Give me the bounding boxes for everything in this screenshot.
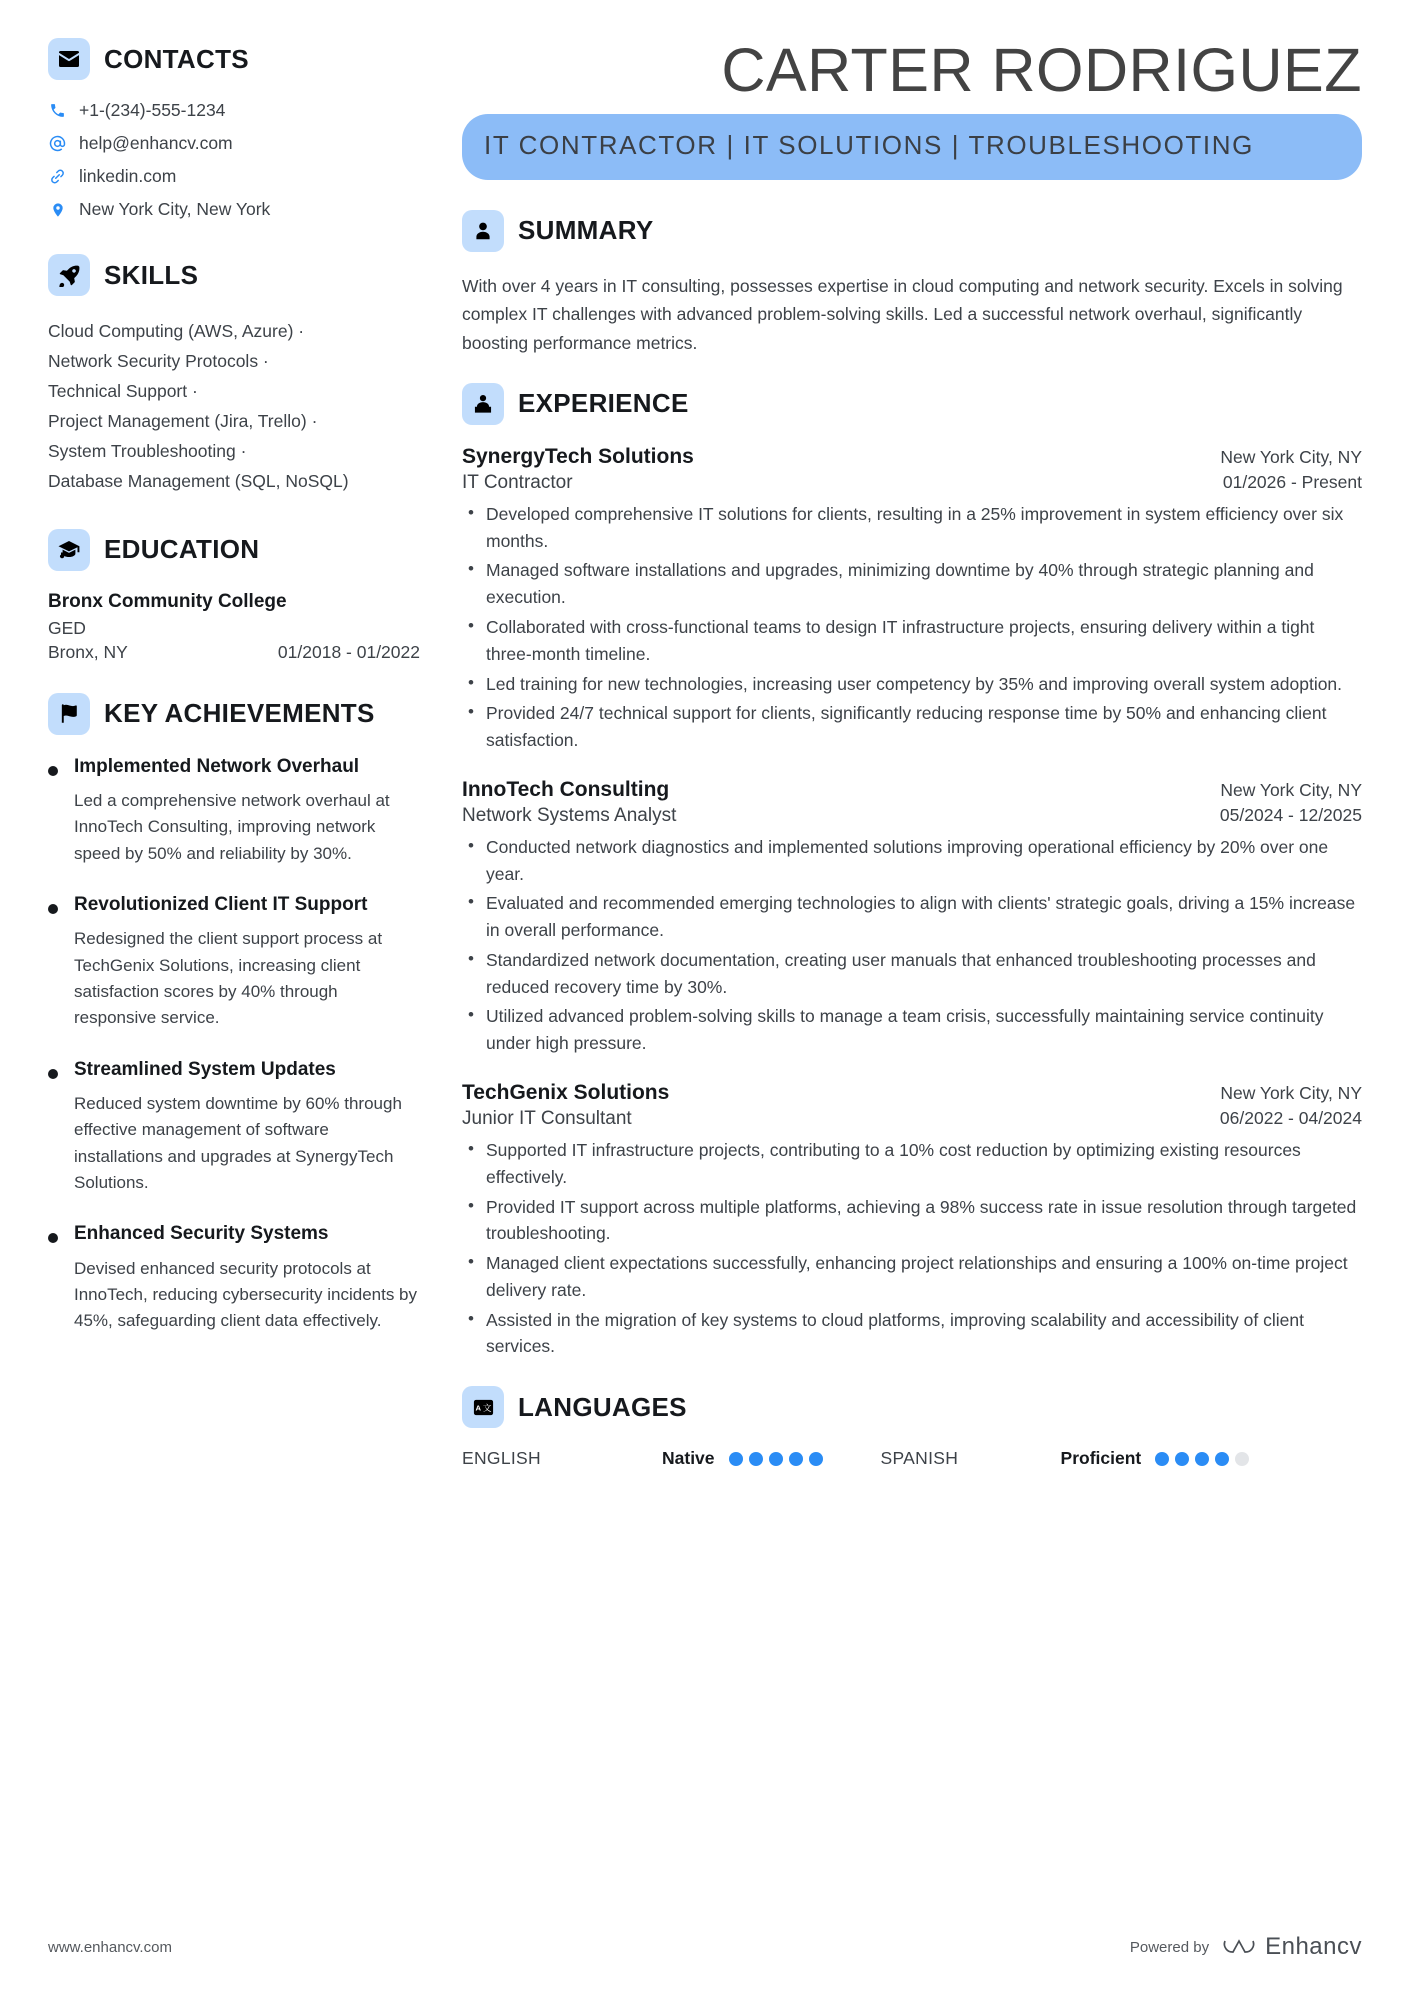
enhancv-logo [1222,1933,1362,1961]
languages-heading: LANGUAGES [518,1391,687,1422]
achievement-item [48,755,420,867]
experience-bullet: • Evaluated and recommended emerging technologies to align with clients' strategic goals, driving a 15% increase in overall performance. [462,890,1362,944]
achievement-item [48,1058,420,1197]
experience-bullet: • Provided IT support across multiple platforms, achieving a 98% success rate in issue resolution through targeted troubleshooting. [462,1194,1362,1248]
achievement-title: Implemented Network Overhaul [74,755,360,777]
language-name: ENGLISH [462,1448,541,1469]
experience-company: TechGenix Solutions [462,1080,670,1104]
experience-entry [462,1081,1362,1360]
language-rating-dots [1155,1452,1249,1466]
experience-dates: 01/2026 - Present [1222,471,1362,492]
achievement-description: Redesigned the client support process at TechGenix Solutions, increasing client satisfaction scores by 40% through responsive service. [74,929,383,1028]
education-degree: GED [48,617,86,638]
contact-linkedin-value: linkedin.com [79,166,177,186]
languages-section [462,1386,1362,1469]
main-column [448,38,1362,1995]
language-level: Proficient [1060,1448,1142,1469]
translate-icon [462,1386,504,1428]
achievement-description: Devised enhanced security protocols at InnoTech, reducing cybersecurity incidents by 45%, safeguarding client data effectively. [74,1258,418,1331]
contact-location-value: New York City, New York [79,199,271,219]
rating-dot [1155,1452,1169,1466]
experience-entry [462,778,1362,1057]
experience-entry [462,445,1362,754]
rocket-icon [48,254,90,296]
experience-role: Network Systems Analyst [462,804,677,826]
footer [48,1933,1362,1961]
experience-bullet: • Led training for new technologies, increasing user competency by 35% and improving overall system adoption. [462,671,1362,698]
skill-item: Database Management (SQL, NoSQL) [48,471,349,492]
flag-icon [48,693,90,735]
link-icon [48,168,67,185]
experience-location: New York City, NY [1220,446,1362,467]
language-name: SPANISH [880,1448,959,1469]
rating-dot [1215,1452,1229,1466]
experience-dates: 06/2022 - 04/2024 [1219,1107,1362,1128]
experience-bullet: • Managed software installations and upgrades, minimizing downtime by 40% through strategic planning and execution. [462,557,1362,611]
experience-bullet: • Standardized network documentation, creating user manuals that enhanced troubleshooting processes and reduced recovery time by 30%. [462,947,1362,1001]
skill-item: Cloud Computing (AWS, Azure) · [48,321,305,341]
rating-dot [749,1452,763,1466]
svg-text:文: 文 [482,1402,491,1413]
contacts-list [48,100,420,220]
skills-section-header [48,254,420,296]
experience-entry-top [462,445,1362,469]
skill-item: System Troubleshooting · [48,441,247,462]
briefcase-person-icon [462,383,504,425]
person-icon [462,210,504,252]
experience-bullet: • Managed client expectations successfully, enhancing project relationships and ensuring a 100% on-time project delivery rate. [462,1250,1362,1304]
footer-powered-label: Powered by [1129,1938,1210,1956]
experience-role: IT Contractor [462,471,573,493]
education-location: Bronx, NY [48,641,128,662]
achievement-item [48,893,420,1032]
experience-entry-sub [462,805,1362,827]
sidebar [48,38,448,1995]
achievements-list [48,755,420,1335]
language-level: Native [662,1448,715,1469]
contact-email-value: help@enhancv.com [79,133,233,153]
summary-section [462,210,1362,357]
map-pin-icon [48,202,67,218]
rating-dot [1235,1452,1249,1466]
achievements-heading: KEY ACHIEVEMENTS [104,698,375,729]
skills-list [48,316,420,497]
experience-company: InnoTech Consulting [462,777,670,801]
experience-bullet: • Supported IT infrastructure projects, contributing to a 10% cost reduction by optimizing existing resources effectively. [462,1137,1362,1191]
education-heading: EDUCATION [104,534,260,565]
bullet-icon [48,904,58,914]
achievement-item [48,1222,420,1334]
experience-location: New York City, NY [1220,779,1362,800]
contacts-heading: CONTACTS [104,43,249,74]
bullet-icon [48,766,58,776]
envelope-icon [48,38,90,80]
rating-dot [769,1452,783,1466]
education-entry [48,591,420,663]
experience-location: New York City, NY [1220,1082,1362,1103]
experience-entry-sub [462,1108,1362,1130]
skill-item: Technical Support · [48,381,198,402]
education-meta [48,642,420,663]
enhancv-wordmark: Enhancv [1265,1933,1362,1960]
language-item-english [462,1448,823,1469]
education-section-header [48,529,420,571]
experience-bullets [462,834,1362,1057]
achievement-description: Reduced system downtime by 60% through effective management of software installations and upgrades at SynergyTech Solutions. [74,1093,402,1192]
experience-bullet: • Provided 24/7 technical support for clients, significantly reducing response time by 50% and enhancing client satisfaction. [462,700,1362,754]
footer-website[interactable]: www.enhancv.com [48,1938,172,1956]
experience-entry-sub [462,472,1362,494]
enhancv-mark-icon [1222,1934,1256,1960]
education-school: Bronx Community College [48,590,287,612]
experience-role: Junior IT Consultant [462,1107,632,1129]
achievement-title: Streamlined System Updates [74,1058,336,1080]
contact-phone [48,100,420,121]
experience-heading: EXPERIENCE [518,388,689,419]
contacts-section-header [48,38,420,80]
achievement-title: Enhanced Security Systems [74,1223,329,1245]
experience-dates: 05/2024 - 12/2025 [1219,804,1362,825]
experience-section-header [462,383,1362,425]
languages-section-header [462,1386,1362,1428]
rating-dot [789,1452,803,1466]
contact-email [48,133,420,154]
experience-bullets [462,501,1362,754]
experience-entry-top [462,1081,1362,1105]
summary-text: With over 4 years in IT consulting, possesses expertise in cloud computing and network security. Excels in solving complex IT challenges with advanced problem-solving skills. Led a successful network overhaul, significantly boosting performance metrics. [462,275,1343,353]
experience-bullets [462,1137,1362,1360]
rating-dot [729,1452,743,1466]
svg-text:A: A [475,1403,481,1413]
experience-bullet: • Conducted network diagnostics and implemented solutions improving operational efficiency by 20% over one year. [462,834,1362,888]
experience-company: SynergyTech Solutions [462,444,694,468]
achievement-title: Revolutionized Client IT Support [74,893,368,915]
language-item-spanish [881,1448,1250,1469]
headline-banner: IT CONTRACTOR | IT SOLUTIONS | TROUBLESHOOTING [462,114,1362,180]
phone-icon [48,102,67,119]
bullet-icon [48,1069,58,1079]
languages-list [462,1448,1362,1469]
experience-section [462,383,1362,1360]
skill-item: Project Management (Jira, Trello) · [48,411,318,432]
graduation-cap-icon [48,529,90,571]
footer-powered-by [1130,1933,1362,1961]
achievement-description: Led a comprehensive network overhaul at InnoTech Consulting, improving network speed by 50% and reliability by 30%. [74,790,390,863]
experience-bullet: • Developed comprehensive IT solutions for clients, resulting in a 25% improvement in system efficiency over six months. [462,501,1362,555]
experience-bullet: • Utilized advanced problem-solving skills to manage a team crisis, successfully maintaining service continuity under high pressure. [462,1003,1362,1057]
at-icon [48,134,67,153]
summary-section-header [462,210,1362,252]
experience-entry-top [462,778,1362,802]
achievements-section-header [48,693,420,735]
rating-dot [809,1452,823,1466]
contact-phone-value: +1-(234)-555-1234 [79,100,226,120]
education-dates: 01/2018 - 01/2022 [277,641,420,662]
experience-bullet: • Collaborated with cross-functional teams to design IT infrastructure projects, ensuring delivery within a tight three-month timeline. [462,614,1362,668]
skill-item: Network Security Protocols · [48,351,269,372]
summary-heading: SUMMARY [518,215,654,246]
bullet-icon [48,1233,58,1243]
language-rating-dots [729,1452,823,1466]
contact-location [48,199,420,220]
experience-bullet: • Assisted in the migration of key systems to cloud platforms, improving scalability and accessibility of client services. [462,1307,1362,1361]
rating-dot [1175,1452,1189,1466]
page-title: CARTER RODRIGUEZ [721,36,1362,104]
rating-dot [1195,1452,1209,1466]
skills-heading: SKILLS [104,259,199,290]
contact-linkedin [48,166,420,187]
